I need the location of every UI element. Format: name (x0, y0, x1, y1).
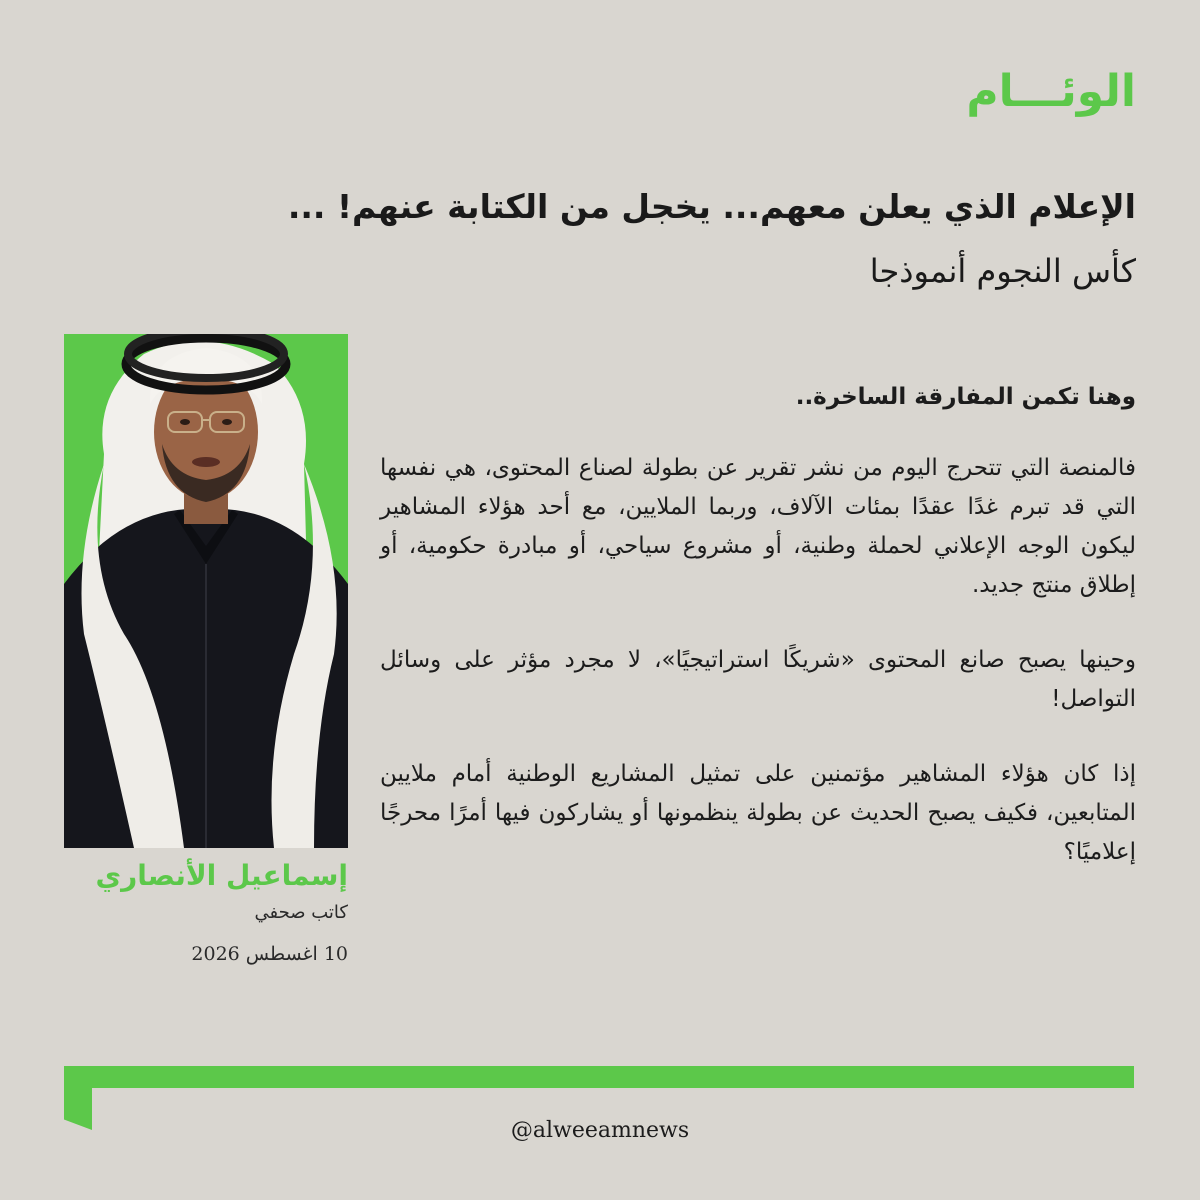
footer-divider-bar (64, 1066, 1134, 1088)
article-paragraph: وحينها يصبح صانع المحتوى «شريكًا استراتيجيًا»، لا مجرد مؤثر على وسائل التواصل! (380, 647, 1136, 712)
article-paragraph: إذا كان هؤلاء المشاهير مؤتمنين على تمثيل المشاريع الوطنية أمام ملايين المتابعين، فكيف يصبح الحديث عن بطولة ينظمونها أو يشاركون فيها أمرًا محرجًا إعلاميًا؟ (380, 761, 1136, 865)
article-headline: الإعلام الذي يعلن معهم... يخجل من الكتابة عنهم! ... (287, 187, 1136, 226)
author-name: إسماعيل الأنصاري (95, 859, 348, 892)
article-paragraph: وهنا تكمن المفارقة الساخرة.. (795, 384, 1136, 410)
social-handle[interactable]: @alweeamnews (510, 1118, 690, 1143)
brand-logo: الوئـــام (966, 66, 1136, 117)
article-paragraph: فالمنصة التي تتحرج اليوم من نشر تقرير عن بطولة لصناع المحتوى، هي نفسها التي قد تبرم غدًا عقدًا بمئات الآلاف، وربما الملايين، مع أحد هؤلاء المشاهير ليكون الوجه الإعلاني لحملة وطنية، أو مشروع سياحي، أو مبادرة حكومية، أو إطلاق منتج جديد. (380, 455, 1136, 598)
author-photo (64, 334, 348, 848)
article-body (380, 378, 1136, 908)
publication-date: 10 اغسطس 2026 (191, 943, 348, 965)
author-role: كاتب صحفي (254, 902, 348, 923)
article-subheadline: كأس النجوم أنموذجا (869, 252, 1136, 290)
author-portrait-illustration (64, 334, 348, 848)
